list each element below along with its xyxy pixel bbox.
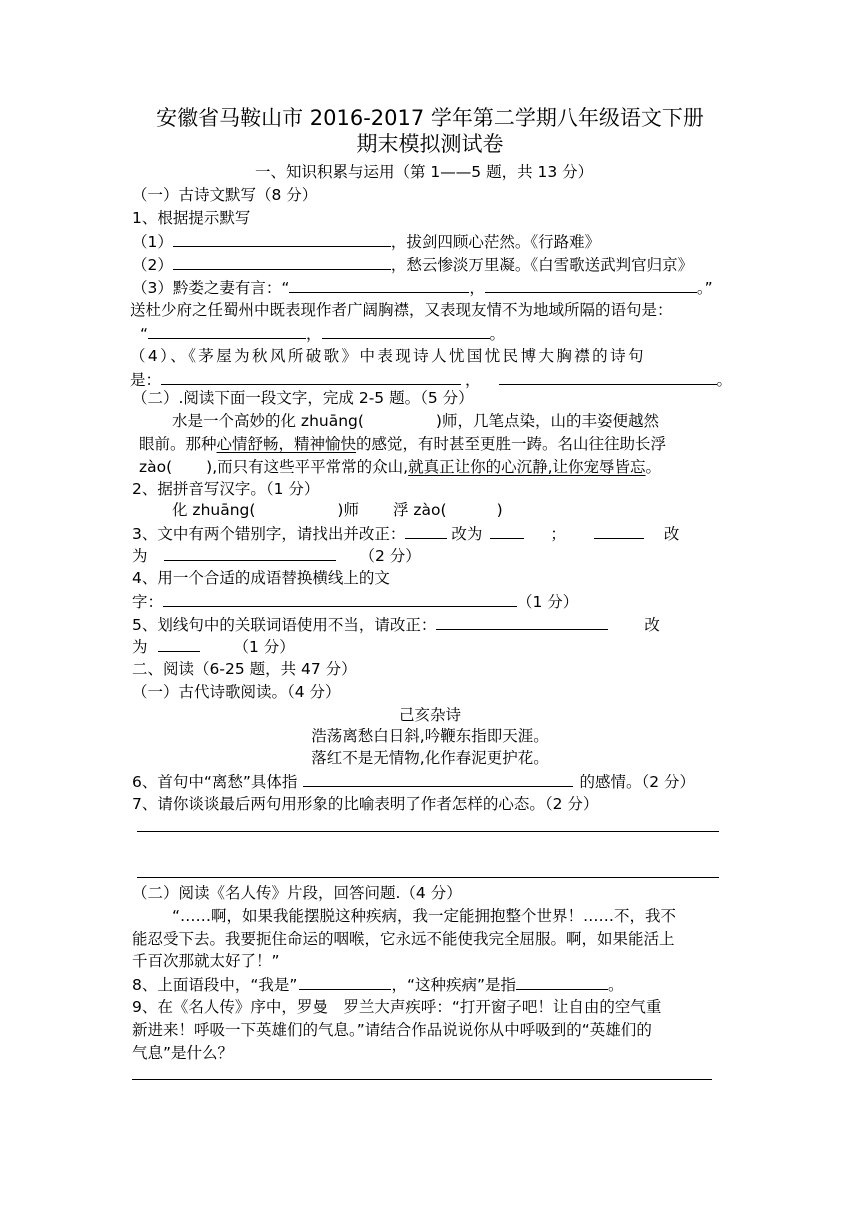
q2-item: 浮 zào(: [392, 501, 447, 519]
poem-line-1: 浩荡离愁白日斜,吟鞭东指即天涯。: [311, 727, 549, 745]
blank: [148, 323, 306, 339]
question-1-3-line3: [140, 323, 505, 344]
passage-text: 的感觉，有时甚至更胜一踌。名山往往助长浮: [356, 435, 667, 453]
period: 。: [489, 325, 506, 343]
doc-title-line1: 安徽省马鞍山市 2016-2017 学年第二学期八年级语文下册: [156, 106, 704, 130]
question-3-line2: [132, 545, 421, 566]
question-9-line3: 气息”是什么？: [132, 1044, 234, 1062]
doc-title-line2: 期末模拟测试卷: [356, 132, 504, 156]
q2-item: 化 zhuāng(: [172, 501, 256, 519]
blank: [299, 974, 391, 990]
blank: [436, 614, 608, 630]
q1-2-prefix: （2）: [132, 256, 173, 274]
q8-text: ，“这种疾病”是指: [391, 976, 516, 994]
quote-line-1: “……啊，如果我能摆脱这种疾病，我一定能拥抱整个世界！……不，我不: [172, 907, 677, 925]
question-8: [132, 974, 624, 995]
question-6: [132, 771, 695, 792]
q1-1-suffix: ，拔剑四顾心茫然。《行路难》: [390, 233, 601, 251]
section-1-heading: 一、知识积累与运用（第 1——5 题，共 13 分）: [255, 163, 594, 181]
passage-line2: [139, 434, 666, 454]
answer-line: [137, 877, 719, 878]
open-quote: “: [140, 325, 149, 343]
blank: [322, 323, 490, 339]
period: 。: [716, 371, 733, 389]
quote-line-3: 千百次那就太好了！”: [132, 952, 280, 970]
blank: [499, 369, 717, 385]
underlined-phrase: 心情舒畅，精神愉快: [216, 435, 357, 453]
q3-text: 3、文中有两个错别字，请找出并改正：: [132, 525, 406, 543]
question-3: [132, 523, 679, 544]
blank: [163, 591, 517, 607]
blank: [173, 231, 391, 247]
question-4-line1: 4、用一个合适的成语替换横线上的文: [132, 569, 390, 587]
q3-text: ；: [550, 525, 566, 543]
q1-2-suffix: ，愁云惨淡万里凝。《白雪歌送武判官归京》: [390, 256, 694, 274]
question-1-1: [132, 231, 600, 252]
blank: [164, 545, 336, 561]
question-5: [132, 614, 660, 635]
subsection-4-heading: （二）阅读《名人传》片段，回答问题.（4 分）: [132, 884, 462, 902]
q2-item: )师: [337, 501, 359, 519]
q1-3-end: 。”: [696, 279, 713, 297]
q1-3-prefix: （3）黔娄之妻有言：“: [132, 279, 290, 297]
blank: [490, 523, 524, 539]
poem-line-2: 落红不是无情物,化作春泥更护花。: [311, 749, 549, 767]
blank: [161, 369, 461, 385]
passage-text: 。: [645, 458, 662, 476]
question-5-line2: [132, 636, 295, 657]
question-7: 7、请你谈谈最后两句用形象的比喻表明了作者怎样的心态。（2 分）: [132, 795, 599, 813]
comma: ，: [465, 371, 481, 389]
q8-text: 。: [608, 976, 624, 994]
section-2-heading: 二、阅读（6-25 题，共 47 分）: [132, 660, 357, 678]
subsection-2-heading: （二）.阅读下面一段文字，完成 2-5 题。（5 分）: [132, 389, 474, 407]
q4-text: 字：: [132, 593, 164, 611]
blank: [158, 636, 200, 652]
q6-text: 的感情。（2 分）: [579, 773, 695, 791]
q1-4-prefix: 是：: [130, 371, 162, 389]
question-1-4-line1: （4）、《茅屋为秋风所破歌》中表现诗人忧国忧民博大胸襟的诗句: [130, 347, 646, 365]
passage-text: 眼前。那种: [139, 435, 217, 453]
q6-text: 6、首句中“离愁”具体指: [132, 773, 298, 791]
q4-text: （1 分）: [517, 593, 579, 611]
question-9-line2: 新进来！呼吸一下英雄们的气息。”请结合作品说说你从中呼吸到的“英雄们的: [132, 1021, 652, 1039]
subsection-1-heading: （一）古诗文默写（8 分）: [132, 186, 318, 204]
passage-text: zào(: [139, 458, 173, 476]
q2-item: ): [496, 501, 503, 519]
question-4-line2: [132, 591, 578, 612]
q3-text: （2 分）: [359, 547, 421, 565]
quote-line-2: 能忍受下去。我要扼住命运的咽喉，它永远不能使我完全屈服。啊，如果能活上: [132, 930, 675, 948]
poem-title: 己亥杂诗: [398, 706, 461, 724]
answer-line: [132, 1079, 712, 1080]
question-2-items: [172, 500, 503, 520]
blank: [303, 771, 573, 787]
blank: [594, 523, 644, 539]
q3-text: 改为: [451, 525, 483, 543]
passage-text: ),而只有这些平平常常的众山,: [206, 458, 409, 476]
q3-text: 为: [132, 547, 148, 565]
q5-text: 改: [644, 616, 660, 634]
blank: [516, 974, 608, 990]
passage-text: 水是一个高妙的化 zhuāng(: [172, 412, 364, 430]
question-1-4-line2: [130, 369, 732, 390]
question-2: 2、据拼音写汉字。（1 分）: [132, 480, 320, 498]
q1-3-mid: ，: [469, 279, 485, 297]
question-1-3: [132, 277, 713, 298]
q5-text: 5、划线句中的关联词语使用不当，请改正：: [132, 616, 437, 634]
q5-text: 为: [132, 638, 148, 656]
q5-text: （1 分）: [233, 638, 295, 656]
blank: [289, 277, 469, 293]
comma: ，: [306, 325, 322, 343]
underlined-sentence: 就真正让你的心沉静,让你宠辱皆忘: [408, 458, 646, 476]
q1-1-prefix: （1）: [132, 233, 173, 251]
q8-text: 8、上面语段中，“我是”: [132, 976, 298, 994]
subsection-3-heading: （一）古代诗歌阅读。（4 分）: [132, 683, 341, 701]
question-1-2: [132, 254, 693, 275]
passage-line3: [139, 457, 661, 477]
question-9-line1: 9、在《名人传》序中，罗曼 罗兰大声疾呼：“打开窗子吧！让自由的空气重: [132, 998, 662, 1016]
question-1: 1、根据提示默写: [132, 209, 251, 227]
answer-line: [137, 831, 719, 832]
blank: [173, 254, 391, 270]
question-1-3-line2: 送杜少府之任蜀州中既表现作者广阔胸襟，又表现友情不为地域所隔的语句是：: [130, 301, 673, 319]
blank: [485, 277, 697, 293]
q3-text: 改: [663, 525, 680, 543]
passage-line1: [172, 411, 659, 431]
blank: [405, 523, 447, 539]
passage-text: )师，几笔点染，山的丰姿便越然: [435, 412, 659, 430]
